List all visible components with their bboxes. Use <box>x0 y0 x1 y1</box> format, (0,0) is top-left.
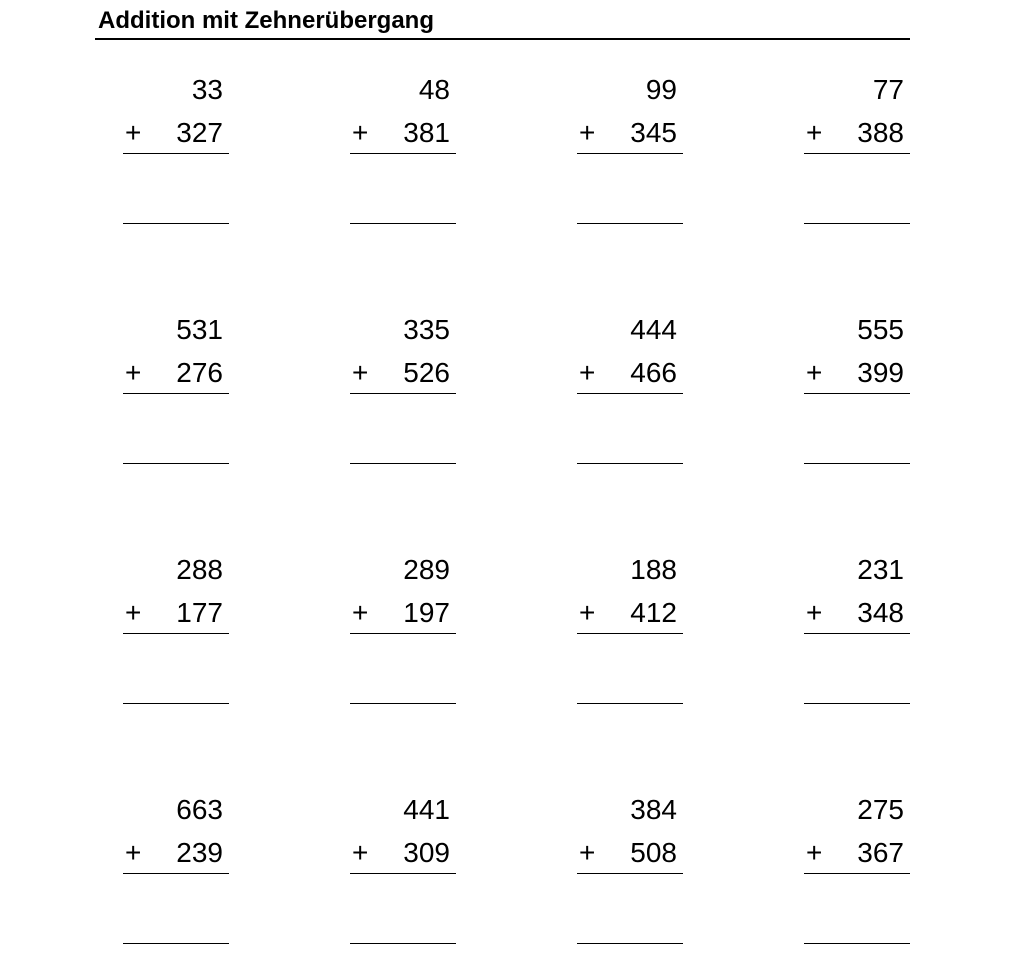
addition-problem <box>577 554 683 714</box>
sum-line <box>123 153 229 154</box>
second-addend: 327 <box>176 117 223 148</box>
answer-line[interactable] <box>350 223 456 224</box>
plus-sign: + <box>352 597 369 628</box>
worksheet-title: Addition mit Zehnerübergang <box>98 7 434 34</box>
answer-line[interactable] <box>804 943 910 944</box>
plus-sign: + <box>352 117 369 148</box>
second-addend: 388 <box>857 117 904 148</box>
sum-line <box>350 393 456 394</box>
first-addend: 288 <box>176 554 223 585</box>
first-addend: 441 <box>403 794 450 825</box>
answer-line[interactable] <box>804 463 910 464</box>
first-addend: 663 <box>176 794 223 825</box>
first-addend: 99 <box>645 74 677 105</box>
sum-line <box>577 393 683 394</box>
addition-problem <box>123 794 229 954</box>
plus-sign: + <box>125 837 142 868</box>
addition-problem <box>804 314 910 474</box>
title-underline <box>95 38 910 40</box>
answer-line[interactable] <box>123 703 229 704</box>
second-addend: 508 <box>630 837 677 868</box>
sum-line <box>350 153 456 154</box>
plus-sign: + <box>579 117 596 148</box>
first-addend: 33 <box>191 74 223 105</box>
addition-problem <box>123 554 229 714</box>
sum-line <box>350 873 456 874</box>
first-addend: 384 <box>630 794 677 825</box>
addition-problem <box>804 554 910 714</box>
second-addend: 381 <box>403 117 450 148</box>
answer-line[interactable] <box>350 463 456 464</box>
plus-sign: + <box>806 597 823 628</box>
plus-sign: + <box>806 117 823 148</box>
addition-problem <box>577 794 683 954</box>
plus-sign: + <box>579 357 596 388</box>
addition-problem <box>577 74 683 234</box>
first-addend: 444 <box>630 314 677 345</box>
second-addend: 239 <box>176 837 223 868</box>
first-addend: 231 <box>857 554 904 585</box>
first-addend: 48 <box>418 74 450 105</box>
addition-problem <box>350 74 456 234</box>
second-addend: 197 <box>403 597 450 628</box>
second-addend: 348 <box>857 597 904 628</box>
addition-problem <box>123 74 229 234</box>
answer-line[interactable] <box>804 223 910 224</box>
second-addend: 399 <box>857 357 904 388</box>
answer-line[interactable] <box>350 703 456 704</box>
answer-line[interactable] <box>123 223 229 224</box>
answer-line[interactable] <box>577 943 683 944</box>
addition-problem <box>350 794 456 954</box>
first-addend: 555 <box>857 314 904 345</box>
second-addend: 466 <box>630 357 677 388</box>
answer-line[interactable] <box>577 223 683 224</box>
first-addend: 289 <box>403 554 450 585</box>
sum-line <box>804 393 910 394</box>
plus-sign: + <box>125 597 142 628</box>
first-addend: 335 <box>403 314 450 345</box>
first-addend: 275 <box>857 794 904 825</box>
sum-line <box>350 633 456 634</box>
addition-problem <box>804 794 910 954</box>
sum-line <box>577 633 683 634</box>
answer-line[interactable] <box>804 703 910 704</box>
first-addend: 188 <box>630 554 677 585</box>
addition-problem <box>804 74 910 234</box>
addition-problem <box>350 554 456 714</box>
second-addend: 345 <box>630 117 677 148</box>
first-addend: 77 <box>872 74 904 105</box>
plus-sign: + <box>352 357 369 388</box>
answer-line[interactable] <box>577 703 683 704</box>
second-addend: 276 <box>176 357 223 388</box>
answer-line[interactable] <box>350 943 456 944</box>
sum-line <box>123 633 229 634</box>
addition-problem <box>350 314 456 474</box>
addition-problem <box>577 314 683 474</box>
plus-sign: + <box>806 837 823 868</box>
second-addend: 177 <box>176 597 223 628</box>
second-addend: 412 <box>630 597 677 628</box>
sum-line <box>577 873 683 874</box>
answer-line[interactable] <box>577 463 683 464</box>
sum-line <box>123 873 229 874</box>
second-addend: 367 <box>857 837 904 868</box>
second-addend: 526 <box>403 357 450 388</box>
plus-sign: + <box>806 357 823 388</box>
sum-line <box>804 633 910 634</box>
sum-line <box>123 393 229 394</box>
answer-line[interactable] <box>123 463 229 464</box>
sum-line <box>804 153 910 154</box>
second-addend: 309 <box>403 837 450 868</box>
addition-problem <box>123 314 229 474</box>
plus-sign: + <box>352 837 369 868</box>
plus-sign: + <box>125 357 142 388</box>
sum-line <box>577 153 683 154</box>
plus-sign: + <box>125 117 142 148</box>
plus-sign: + <box>579 837 596 868</box>
sum-line <box>804 873 910 874</box>
plus-sign: + <box>579 597 596 628</box>
answer-line[interactable] <box>123 943 229 944</box>
first-addend: 531 <box>176 314 223 345</box>
